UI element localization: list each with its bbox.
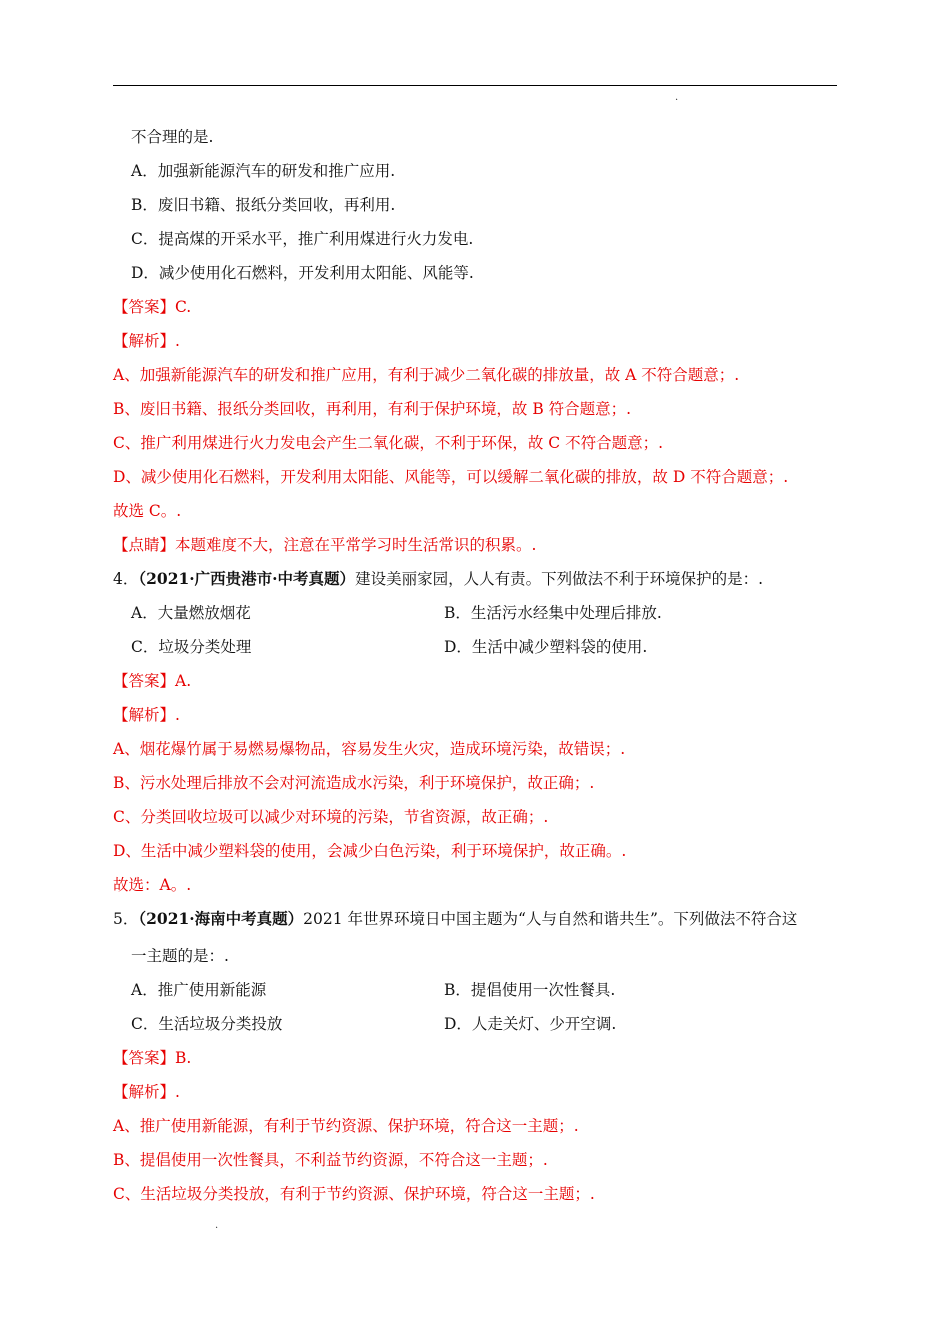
q5-analysis-c: C、生活垃圾分类投放，有利于节约资源、保护环境，符合这一主题；.	[113, 1185, 595, 1203]
q3-analysis-d: D、减少使用化石燃料，开发利用太阳能、风能等，可以缓解二氧化碳的排放，故 D 不符合题意；.	[113, 468, 789, 486]
q5-option-a: A．推广使用新能源	[131, 981, 267, 999]
header-mark: .	[675, 92, 679, 103]
q3-conclusion: 故选 C。.	[113, 502, 182, 520]
q3-option-d: D．减少使用化石燃料，开发利用太阳能、风能等.	[131, 264, 474, 282]
q3-option-b: B．废旧书籍、报纸分类回收，再利用.	[131, 196, 396, 214]
q3-option-c: C．提高煤的开采水平，推广利用煤进行火力发电.	[131, 230, 474, 248]
q3-stem-tail: 不合理的是.	[131, 128, 214, 146]
q3-answer: 【答案】C.	[113, 298, 192, 316]
q4-analysis-b: B、污水处理后排放不会对河流造成水污染，利于环境保护，故正确；.	[113, 774, 595, 792]
q3-option-a: A．加强新能源汽车的研发和推广应用.	[131, 162, 396, 180]
q3-analysis-c: C、推广利用煤进行火力发电会产生二氧化碳，不利于环保，故 C 不符合题意；.	[113, 434, 664, 452]
q4-number: 4．	[113, 570, 139, 588]
q5-option-c: C．生活垃圾分类投放	[131, 1015, 283, 1033]
q4-option-a: A．大量燃放烟花	[131, 604, 251, 622]
q4-stem	[113, 568, 763, 590]
q3-comment: 【点睛】本题难度不大，注意在平常学习时生活常识的积累。.	[113, 536, 537, 554]
q5-option-d: D．人走关灯、少开空调.	[444, 1015, 617, 1033]
q4-analysis-label: 【解析】.	[113, 706, 180, 724]
q4-conclusion: 故选：A。.	[113, 876, 192, 894]
q5-analysis-a: A、推广使用新能源，有利于节约资源、保护环境，符合这一主题；.	[113, 1117, 579, 1135]
q4-option-c: C．垃圾分类处理	[131, 638, 252, 656]
q4-option-b: B．生活污水经集中处理后排放.	[444, 604, 662, 622]
footer-mark: .	[215, 1220, 219, 1231]
q4-analysis-a: A、烟花爆竹属于易燃易爆物品，容易发生火灾，造成环境污染，故错误；.	[113, 740, 626, 758]
q4-answer: 【答案】A.	[113, 672, 192, 690]
q5-answer: 【答案】B.	[113, 1049, 192, 1067]
q5-source: （2021·海南中考真题）	[138, 909, 304, 928]
q5-option-b: B．提倡使用一次性餐具.	[444, 981, 616, 999]
q5-stem-cont: 一主题的是：.	[131, 947, 229, 965]
q3-analysis-a: A、加强新能源汽车的研发和推广应用，有利于减少二氧化碳的排放量，故 A 不符合题意；.	[113, 366, 740, 384]
q4-option-d: D．生活中减少塑料袋的使用.	[444, 638, 648, 656]
q5-analysis-label: 【解析】.	[113, 1083, 180, 1101]
q3-analysis-label: 【解析】.	[113, 332, 180, 350]
q5-number: 5．	[113, 910, 139, 928]
q4-analysis-c: C、分类回收垃圾可以减少对环境的污染，节省资源，故正确；.	[113, 808, 549, 826]
q4-analysis-d: D、生活中减少塑料袋的使用，会减少白色污染，利于环境保护，故正确。.	[113, 842, 627, 860]
q4-source: （2021·广西贵港市·中考真题）	[138, 569, 356, 588]
q5-stem-text: 2021 年世界环境日中国主题为“人与自然和谐共生”。下列做法不符合这	[303, 910, 798, 928]
q5-stem	[113, 908, 797, 930]
q3-analysis-b: B、废旧书籍、报纸分类回收，再利用，有利于保护环境，故 B 符合题意；.	[113, 400, 632, 418]
q5-analysis-b: B、提倡使用一次性餐具，不利益节约资源，不符合这一主题；.	[113, 1151, 548, 1169]
header-rule	[113, 85, 837, 86]
q4-stem-text: 建设美丽家园，人人有责。下列做法不利于环境保护的是：.	[355, 570, 763, 588]
